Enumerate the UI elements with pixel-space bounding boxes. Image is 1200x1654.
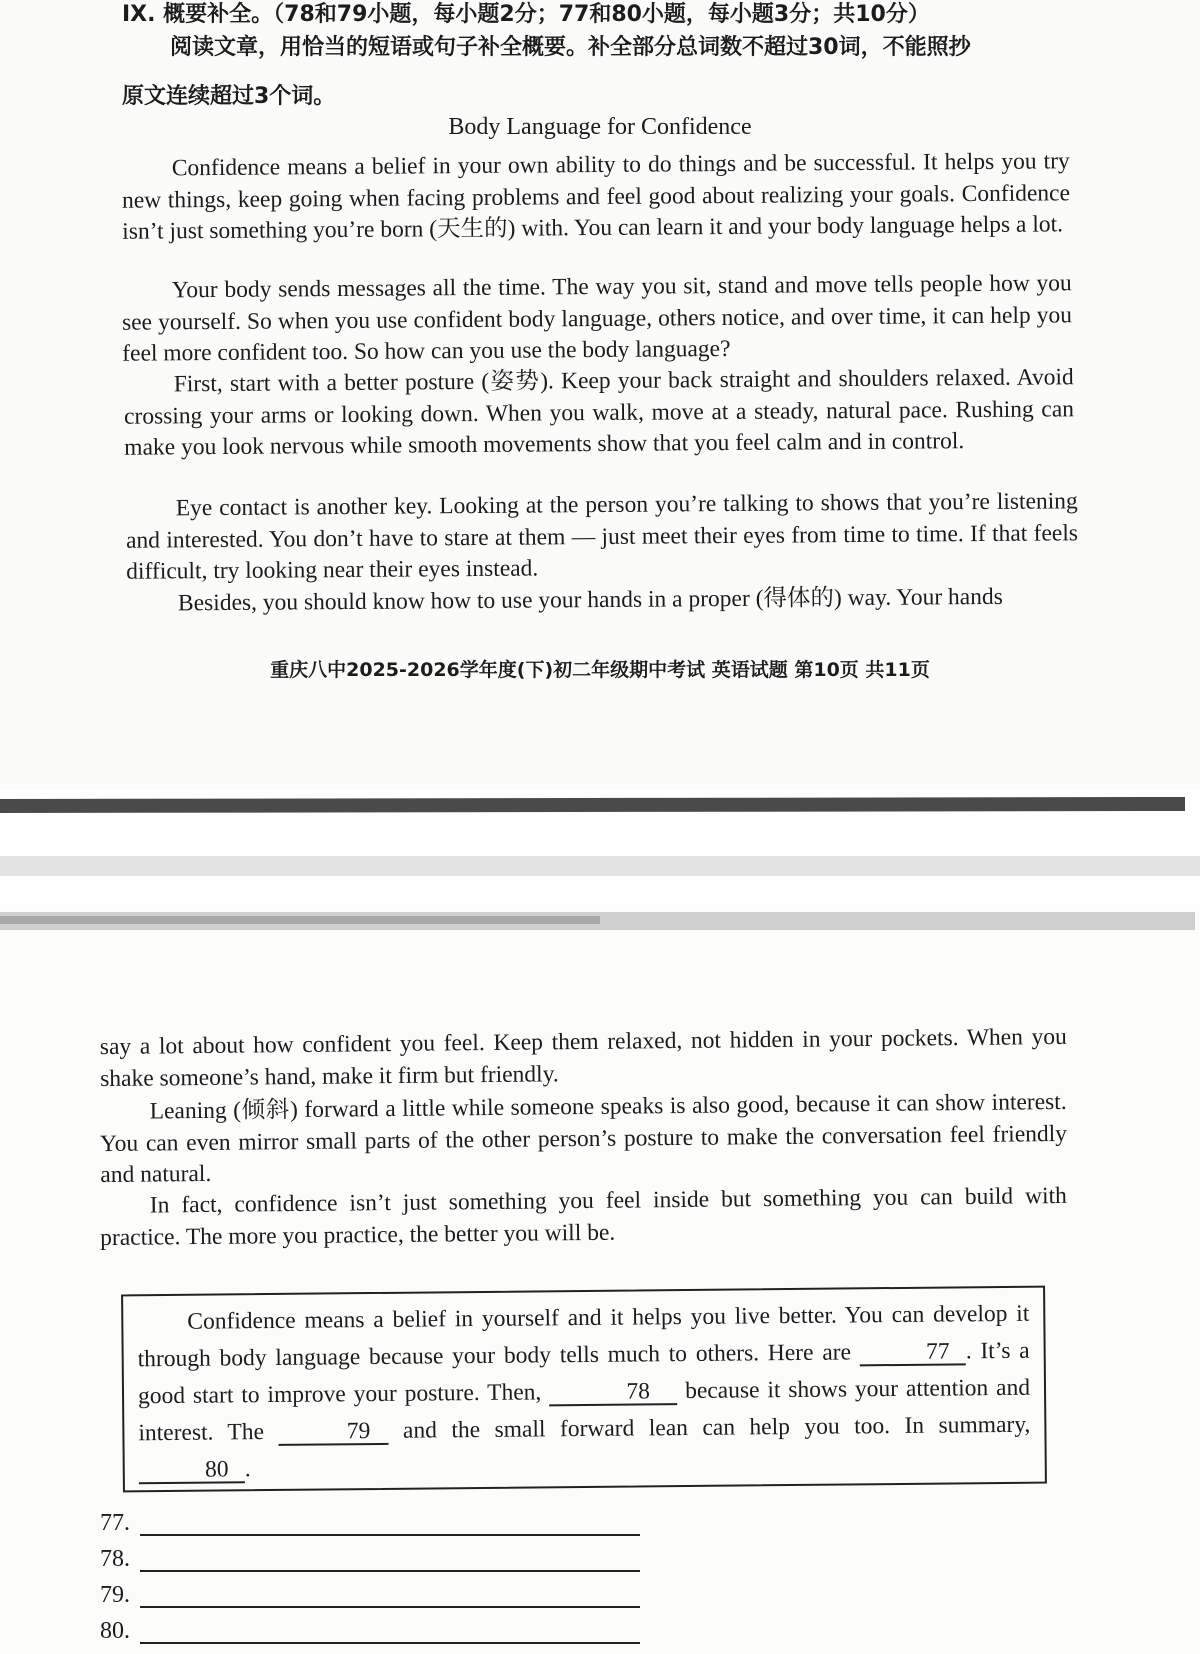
article-paragraph: First, start with a better posture (姿势). Keep your back straight and shoulders relaxed. Avoid crossing your arms or looking down. When you walk, move at a steady, natural pace. Rushing can make you look nervous while smooth movements show that you feel calm and in control. (123, 364, 1075, 461)
summary-segment: . (244, 1456, 251, 1483)
article-paragraph: Your body sends messages all the time. The way you sit, stand and move tells people how you see yourself. So when you use confident body language, others notice, and over time, it can help you feel more confident too. So how can you use the body language? (121, 270, 1073, 367)
answer-line-78[interactable] (100, 1546, 130, 1576)
answer-line-77[interactable] (100, 1510, 130, 1540)
article-paragraph: say a lot about how confident you feel. Keep them relaxed, not hidden in your pockets. When you shake someone’s hand, make it firm but friendly. (99, 1023, 1067, 1092)
section-heading: IX. 概要补全。（78和79小题，每小题2分；77和80小题，每小题3分；共10分） (122, 2, 930, 27)
instruction-text: 阅读文章，用恰当的短语或句子补全概要。补全部分总词数不超过30词，不能照抄 (170, 35, 971, 60)
blank-77: 77 (860, 1339, 966, 1366)
blank-78: 78 (549, 1379, 677, 1406)
separator-band (0, 856, 1200, 876)
answer-underline (140, 1534, 640, 1536)
answer-label: 79. (100, 1582, 130, 1608)
answer-underline (140, 1570, 640, 1572)
answer-label: 78. (100, 1546, 130, 1572)
page-footer: 重庆八中2025-2026学年度(下)初二年级期中考试 英语试题 第10页 共11页 (270, 659, 930, 681)
exam-page-10 (0, 0, 1200, 790)
summary-segment: because it shows your attention and interest. The (138, 1374, 1031, 1447)
blank-79: 79 (278, 1419, 388, 1446)
summary-box (121, 1286, 1047, 1493)
summary-segment: . It’s a good start to improve your posture. Then, (137, 1337, 1030, 1410)
page-edge-shadow (0, 916, 600, 924)
answer-label: 80. (100, 1618, 130, 1644)
article-paragraph: Confidence means a belief in your own ability to do things and be successful. It helps you try new things, keep going when facing problems and feel good about realizing your goals. Confidence isn’t just something you’re born (天生的) with. You can learn it and your body language helps a lot. (121, 148, 1071, 245)
answer-underline (140, 1642, 640, 1644)
article-paragraph: Besides, you should know how to use your hands in a proper (得体的) way. Your hands (177, 583, 1003, 617)
summary-text (137, 1296, 1031, 1490)
answer-underline (140, 1606, 640, 1608)
blank-80: 80 (139, 1457, 245, 1484)
page-edge-shadow (0, 797, 1185, 813)
article-paragraph: Leaning (倾斜) forward a little while someone speaks is also good, because it can show interest. You can even mirror small parts of the other person’s posture to make the conversation feel friendly and natural. (99, 1088, 1068, 1189)
answer-line-79[interactable] (100, 1582, 130, 1612)
article-paragraph: Eye contact is another key. Looking at the person you’re talking to shows that you’re listening and interested. You don’t have to stare at them — just meet their eyes from time to time. If that feels difficult, try looking near their eyes instead. (125, 488, 1079, 585)
article-title: Body Language for Confidence (448, 114, 752, 140)
article-paragraph: In fact, confidence isn’t just something you feel inside but something you can build with practice. The more you practice, the better you will be. (100, 1182, 1067, 1251)
summary-segment: and the small forward lean can help you too. In summary, (388, 1411, 1031, 1444)
answer-line-80[interactable] (100, 1618, 130, 1648)
answer-label: 77. (100, 1510, 130, 1536)
summary-segment: Confidence means a belief in yourself and it helps you live better. You can develop it through body language because your body tells much to others. Here are (137, 1300, 1030, 1373)
exam-page-11 (0, 905, 1200, 1654)
instruction-text-continued: 原文连续超过3个词。 (122, 84, 336, 109)
